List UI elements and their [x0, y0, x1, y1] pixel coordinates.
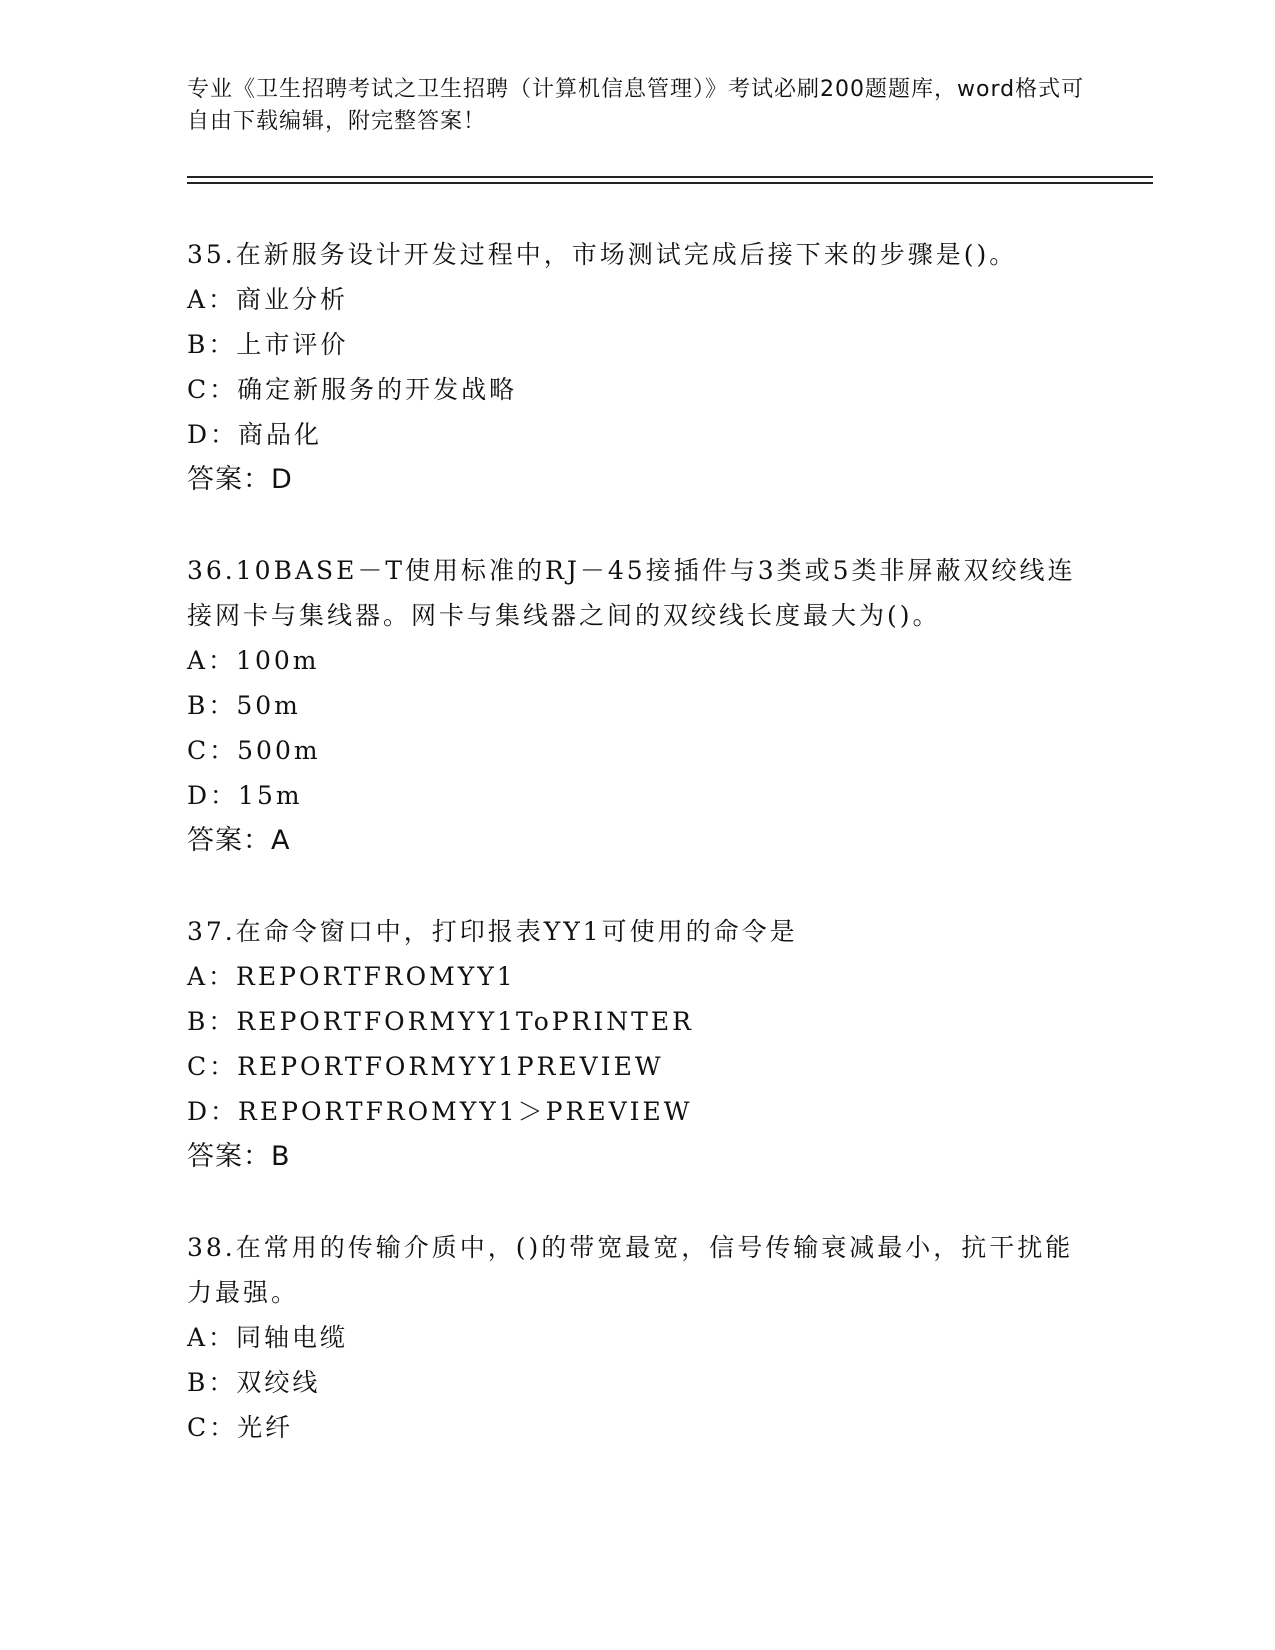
question-list: [187, 232, 1087, 1495]
option-c: C：确定新服务的开发战略: [187, 375, 518, 404]
option-c: C：500m: [187, 736, 321, 765]
question-stem: 37.在命令窗口中，打印报表YY1可使用的命令是: [187, 917, 798, 946]
option-b: B：50m: [187, 691, 301, 720]
option-a: A：同轴电缆: [187, 1323, 349, 1352]
answer-line: 答案：A: [187, 825, 291, 856]
answer-line: 答案：D: [187, 464, 293, 495]
header-divider-top: [187, 176, 1153, 178]
option-b: B：REPORTFORMYY1ToPRINTER: [187, 1007, 694, 1036]
answer-line: 答案：B: [187, 1141, 291, 1172]
question-35: [187, 232, 1087, 503]
option-b: B：上市评价: [187, 330, 349, 359]
question-37: [187, 909, 1087, 1180]
option-a: A：商业分析: [187, 285, 349, 314]
option-d: D：商品化: [187, 420, 323, 449]
question-stem: 35.在新服务设计开发过程中，市场测试完成后接下来的步骤是()。: [187, 240, 1018, 269]
question-38: [187, 1225, 1087, 1450]
option-b: B：双绞线: [187, 1368, 321, 1397]
document-header: 专业《卫生招聘考试之卫生招聘（计算机信息管理）》考试必刷200题题库，word格式可自由下载编辑，附完整答案！: [187, 77, 1085, 134]
option-d: D：15m: [187, 781, 303, 810]
option-c: C：光纤: [187, 1413, 294, 1442]
question-stem: 38.在常用的传输介质中，()的带宽最宽，信号传输衰减最小，抗干扰能力最强。: [187, 1233, 1074, 1307]
question-36: [187, 548, 1087, 864]
option-d: D：REPORTFROMYY1＞PREVIEW: [187, 1097, 693, 1126]
option-a: A：100m: [187, 646, 320, 675]
option-c: C：REPORTFORMYY1PREVIEW: [187, 1052, 664, 1081]
header-divider-bottom: [187, 182, 1153, 184]
option-a: A：REPORTFROMYY1: [187, 962, 516, 991]
question-stem: 36.10BASE－T使用标准的RJ－45接插件与3类或5类非屏蔽双绞线连接网卡与集线器。网卡与集线器之间的双绞线长度最大为()。: [187, 556, 1076, 630]
